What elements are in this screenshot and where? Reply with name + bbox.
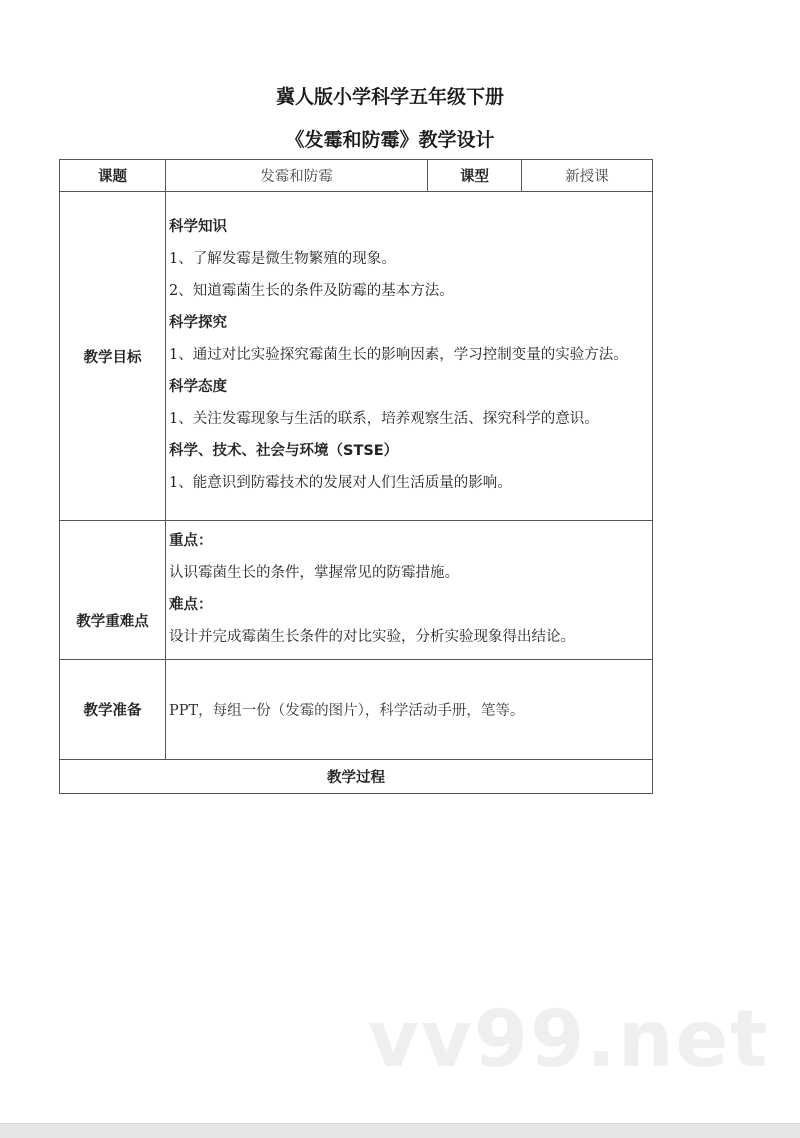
section-heading: 科学探究 xyxy=(169,315,227,331)
content-line: 认识霉菌生长的条件，掌握常见的防霉措施。 xyxy=(169,565,459,581)
type-label: 课型 xyxy=(428,160,522,192)
keypoints-row xyxy=(60,521,653,660)
content-line: 1、了解发霉是微生物繁殖的现象。 xyxy=(169,251,396,267)
watermark: vv99.net xyxy=(368,995,770,1085)
content-line: 1、关注发霉现象与生活的联系，培养观察生活、探究科学的意识。 xyxy=(169,411,599,427)
prep-label: 教学准备 xyxy=(60,660,166,760)
keypoints-content xyxy=(166,521,653,660)
section-heading: 科学态度 xyxy=(169,379,227,395)
objectives-row xyxy=(60,192,653,521)
keypoints-label: 教学重难点 xyxy=(60,521,166,660)
topic-value: 发霉和防霉 xyxy=(166,160,428,192)
process-label: 教学过程 xyxy=(60,760,653,794)
section-heading: 重点： xyxy=(169,533,213,549)
topic-row xyxy=(60,160,653,192)
content-line: 设计并完成霉菌生长条件的对比实验，分析实验现象得出结论。 xyxy=(169,629,575,645)
process-row xyxy=(60,760,653,794)
prep-row xyxy=(60,660,653,760)
section-heading: 科学知识 xyxy=(169,219,227,235)
lesson-plan-table xyxy=(59,159,653,794)
document-title: 冀人版小学科学五年级下册 xyxy=(275,86,504,108)
objectives-label: 教学目标 xyxy=(60,192,166,521)
topic-label: 课题 xyxy=(60,160,166,192)
content-line: 1、通过对比实验探究霉菌生长的影响因素，学习控制变量的实验方法。 xyxy=(169,347,628,363)
prep-value: PPT，每组一份（发霉的图片），科学活动手册，笔等。 xyxy=(166,660,653,760)
objectives-content xyxy=(166,192,653,521)
document-subtitle: 《发霉和防霉》教学设计 xyxy=(285,129,495,151)
content-line: 1、能意识到防霉技术的发展对人们生活质量的影响。 xyxy=(169,475,512,491)
content-line: 2、知道霉菌生长的条件及防霉的基本方法。 xyxy=(169,283,454,299)
section-heading: 科学、技术、社会与环境（STSE） xyxy=(169,443,399,459)
type-value: 新授课 xyxy=(522,160,653,192)
page-bottom-edge xyxy=(0,1123,800,1138)
section-heading: 难点： xyxy=(169,597,213,613)
